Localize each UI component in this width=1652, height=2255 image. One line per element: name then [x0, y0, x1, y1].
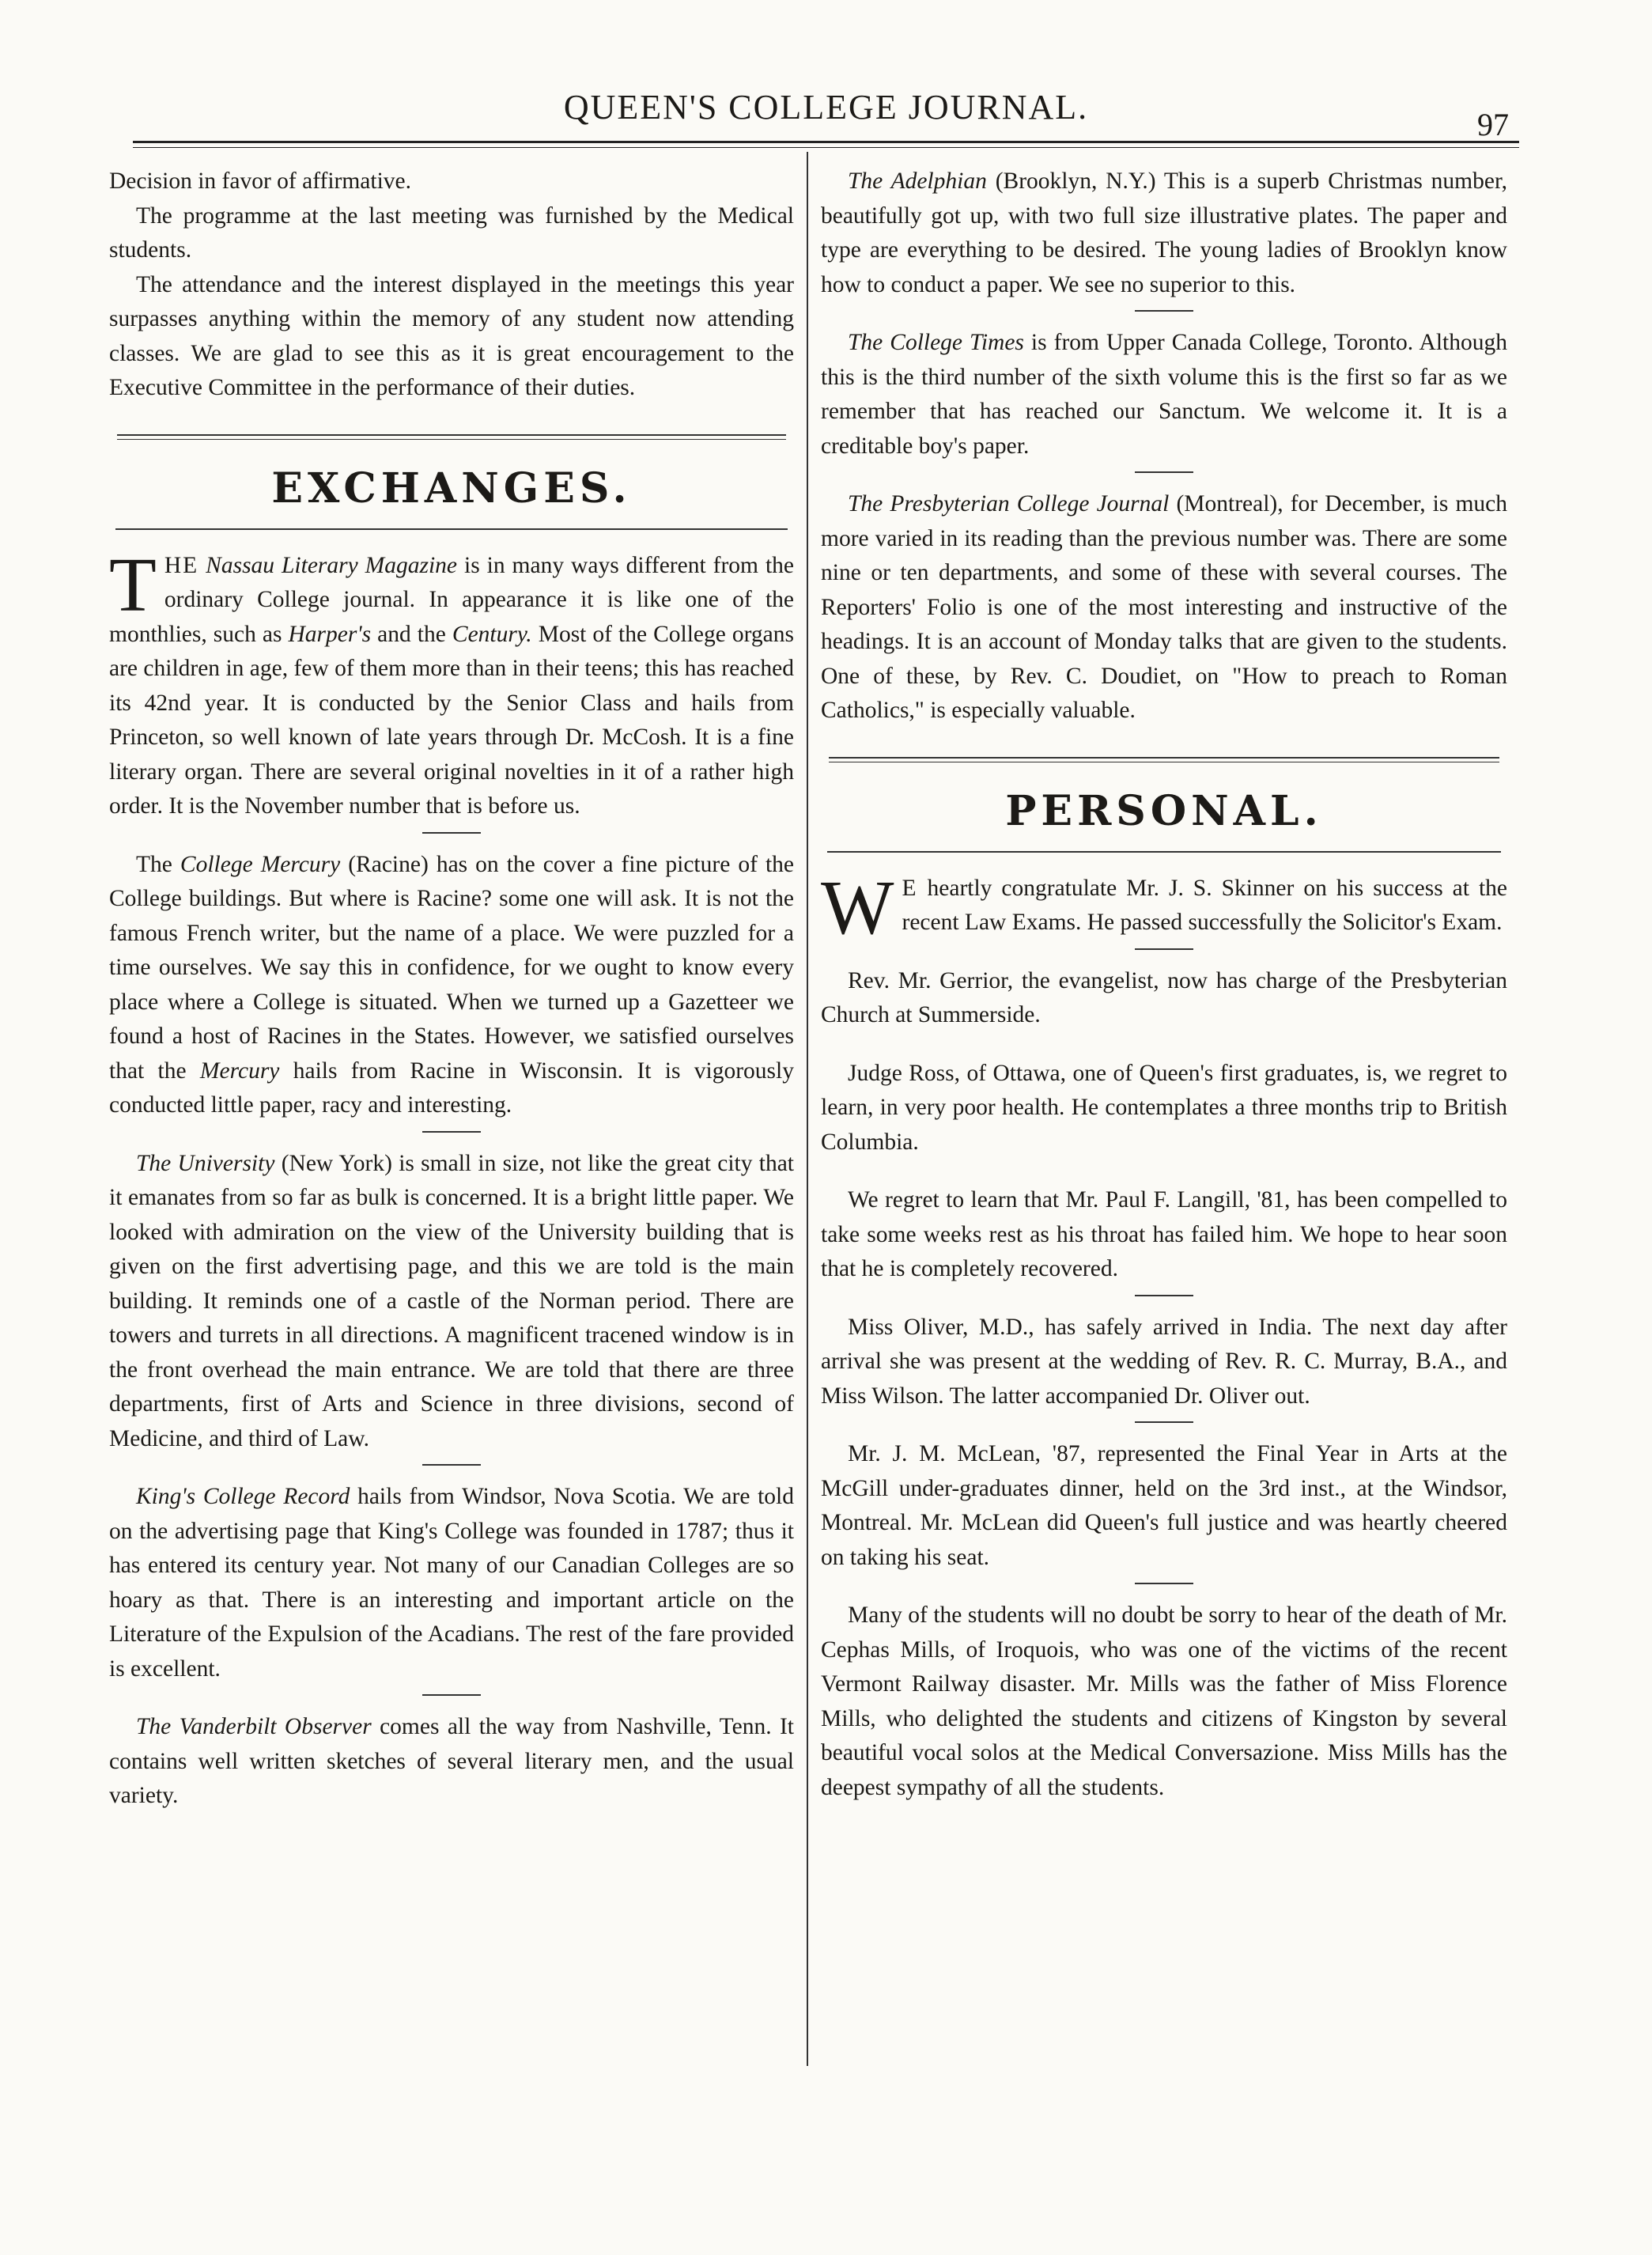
article-kings: King's College Record hails from Windsor, Nova Scotia. We are told on the advertising page that King's College was founded in 1787; thus it has entered its century year. Not many of our Canadian Colleges are so hoary as that. There is an interesting and important article on the Literature of the Expulsion of the Acadians. The rest of the fare provided is excellent. — [109, 1484, 794, 1682]
item-separator — [422, 1694, 481, 1696]
article-presbyterian: The Presbyterian College Journal (Montreal), for December, is much more varied in its reading than the previous number was. There are some nine or ten departments, and some of these with several courses. The Reporters' Folio is one of the most interesting and instructive of the headings. It is an account of Monday talks that are given to the students. One of these, by Rev. C. Doudiet, on "How to preach to Roman Catholics," is especially valuable. — [821, 491, 1507, 723]
article-college-times: The College Times is from Upper Canada College, Toronto. Although this is the third number of the sixth volume this is the first so far as we remember that has reached our Sanctum. We welcome it. It is a creditable boy's paper. — [821, 330, 1508, 459]
item-separator — [1135, 1421, 1193, 1423]
article-adelphian: The Adelphian (Brooklyn, N.Y.) This is a superb Christmas number, beautifully got up, with two full size illustrative plates. The paper and type are everything to be desired. The young ladies of Brooklyn know how to conduct a paper. We see no superior to this. — [821, 168, 1507, 297]
page-number: 97 — [1477, 107, 1509, 142]
publication-title: The Presbyterian College Journal — [848, 491, 1170, 516]
article-mercury: The College Mercury (Racine) has on the cover a fine picture of the College buildings. But where is Racine? some one will ask. It is not the famous French writer, but the name of a place. We were puzzled for a time ourselves. We say this in confidence, for we ought to know every place where a College is situated. When we turned up a Gazetteer we found a host of Racines in the States. However, we satisfied ourselves that the Mercury hails from Racine in Wisconsin. It is vigorously conducted little paper, racy and interesting. — [109, 851, 794, 1118]
running-head: QUEEN'S COLLEGE JOURNAL. — [563, 88, 1089, 127]
section-title-exchanges: EXCHANGES. — [271, 463, 632, 513]
header-rule — [133, 141, 1519, 148]
intro-paragraph: The programme at the last meeting was furnished by the Medical students. — [109, 202, 794, 263]
section-title-personal: PERSONAL. — [1005, 786, 1323, 835]
publication-title: College Mercury — [180, 851, 341, 877]
item-separator — [422, 1464, 481, 1466]
personal-langill: We regret to learn that Mr. Paul F. Langill, '81, has been compelled to take some weeks rest as his throat has failed him. We hope to hear soon that he is completely recovered. — [821, 1187, 1507, 1281]
drop-cap: W — [821, 865, 894, 951]
item-separator — [422, 832, 481, 834]
item-separator — [1135, 1295, 1193, 1296]
publication-title: The Vanderbilt Observer — [136, 1714, 372, 1739]
section-divider — [117, 434, 786, 440]
column-divider — [807, 152, 808, 2066]
right-column — [821, 165, 1507, 2144]
left-column — [109, 165, 794, 2144]
publication-title: The University — [136, 1150, 275, 1176]
intro-paragraph: The attendance and the interest displayed in the meetings this year surpasses anything within the memory of any student now attending classes. We are glad to see this as it is great encouragement to the Executive Committee in the performance of their duties. — [109, 271, 794, 400]
item-separator — [422, 1131, 481, 1133]
article-university: The University (New York) is small in size, not like the great city that it emanates from so far as bulk is concerned. It is a bright little paper. We looked with admiration on the view of the University building that is given on the first advertising page, and this we are told is the main building. It reminds one of a castle of the Norman period. There are towers and turrets in all directions. A magnificent tracened window is in the front overhead the main entrance. We are told that there are three departments, first of Arts and Science in three divisions, second of Medicine, and third of Law. — [109, 1150, 794, 1451]
personal-skinner: W E heartly congratulate Mr. J. S. Skinner on his success at the recent Law Exams. He passed successfully the Solicitor's Exam. — [821, 865, 1507, 951]
item-separator — [1135, 948, 1193, 950]
item-separator — [1135, 1583, 1193, 1584]
publication-title: The College Times — [848, 330, 1024, 355]
section-rule — [827, 851, 1501, 853]
personal-ross: Judge Ross, of Ottawa, one of Queen's first graduates, is, we regret to learn, in very poor health. He contemplates a three months trip to British Columbia. — [821, 1060, 1507, 1155]
personal-oliver: Miss Oliver, M.D., has safely arrived in India. The next day after arrival she was present at the wedding of Rev. R. C. Murray, B.A., and Miss Wilson. The latter accompanied Dr. Oliver out. — [821, 1314, 1507, 1409]
drop-cap: T — [109, 542, 157, 628]
section-divider — [829, 757, 1499, 762]
article-vanderbilt: The Vanderbilt Observer comes all the way from Nashville, Tenn. It contains well written sketches of several literary men, and the usual variety. — [109, 1714, 794, 1808]
publication-title: The Adelphian — [848, 168, 987, 194]
item-separator — [1135, 471, 1193, 473]
personal-mclean: Mr. J. M. McLean, '87, represented the Final Year in Arts at the McGill under-graduates dinner, held on the 3rd inst., at the Windsor, Montreal. Mr. McLean did Queen's full justice and was heartly cheered on taking his seat. — [821, 1441, 1507, 1570]
section-rule — [115, 528, 788, 530]
item-separator — [1135, 310, 1193, 312]
publication-title: King's College Record — [136, 1484, 350, 1509]
intro-paragraph: Decision in favor of affirmative. — [109, 168, 412, 194]
personal-gerrior: Rev. Mr. Gerrior, the evangelist, now has charge of the Presbyterian Church at Summerside. — [821, 967, 1507, 1027]
article-nassau: THE Nassau Literary Magazine is in many ways different from the ordinary College journal. In appearance it is like one of the monthlies, such as Harper's and the Century. Most of the College organs are children in age, few of them more than in their teens; this has reached its 42nd year. It is conducted by the Senior Class and hails from Princeton, so well known of late years through Dr. McCosh. It is a fine literary organ. There are several original novelties in it of a rather high order. It is the November number that is before us. — [109, 542, 794, 819]
personal-mills: Many of the students will no doubt be sorry to hear of the death of Mr. Cephas Mills, of Iroquois, who was one of the victims of the recent Vermont Railway disaster. Mr. Mills was the father of Miss Florence Mills, who delighted the students and citizens of Kingston by several beautiful vocal solos at the Medical Conversazione. Miss Mills has the deepest sympathy of all the students. — [821, 1602, 1507, 1800]
publication-title: Nassau Literary Magazine — [206, 552, 458, 578]
